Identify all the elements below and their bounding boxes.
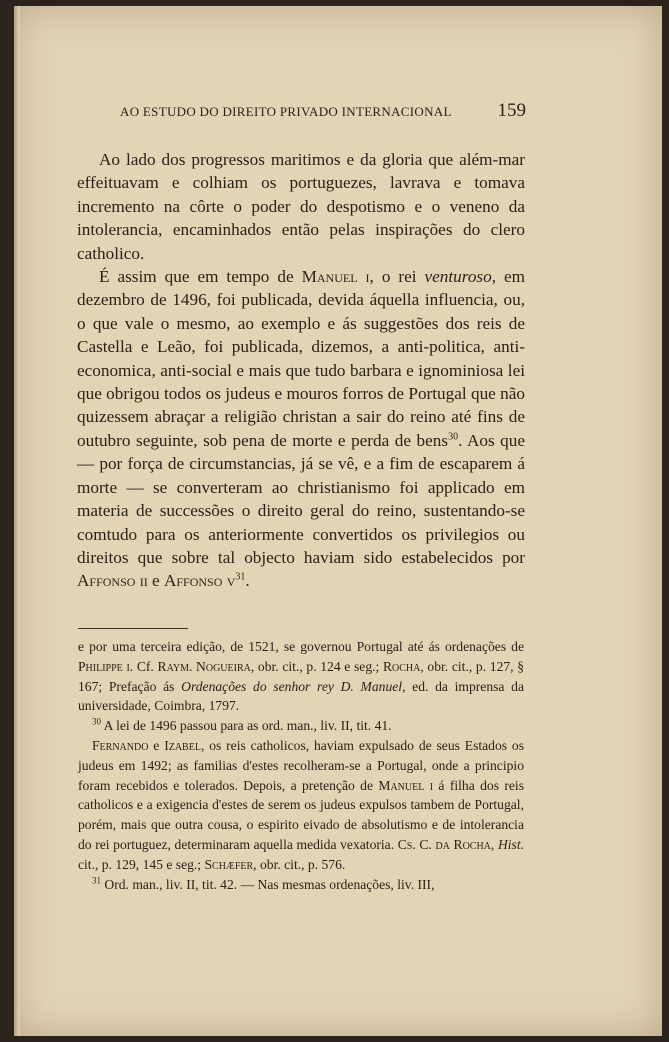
name-c-da-rocha: Cs. C. da Rocha xyxy=(397,836,491,852)
text-run: e xyxy=(147,571,164,591)
name-affonso-ii: Affonso ii xyxy=(77,571,148,591)
footnote-ref-30: 30 xyxy=(448,431,459,443)
name-philippe: Philippe i xyxy=(78,658,130,674)
text-run: . xyxy=(245,571,250,591)
footnote-30-paragraph xyxy=(78,736,524,875)
name-manuel: Manuel i xyxy=(301,267,370,287)
name-rocha: Rocha xyxy=(382,658,421,674)
footnote-continuation xyxy=(78,637,524,716)
text-run: e por uma terceira edição, de 1521, se governou Portugal até ás ordenações de xyxy=(78,639,524,654)
text-run: . Cf. xyxy=(129,658,158,674)
text-run: , em dezembro de 1496, foi publicada, devida áquella influencia, ou, o que vale o mesmo, ao exemplo e ás suggestões dos reis de Castella e Leão, foi publicada, dizemos, a anti-politica, anti-economica, anti-social e mais que tudo barbara e ignominiosa lei que obrigou todos os judeus e mouros forros de Portugal que não quizessem abraçar a religião christan a sair do reino até fins de outubro seguinte, sob pena de morte e perda de bens xyxy=(77,267,525,450)
text-run: Ord. man., liv. II, tit. 42. — Nas mesmas ordenações, liv. III, xyxy=(101,876,435,892)
footnote-number-30: 30 xyxy=(92,716,101,727)
page-number: 159 xyxy=(497,100,526,121)
name-fernando: Fernando xyxy=(92,737,149,753)
footnote-30 xyxy=(78,716,524,736)
name-izabel: Izabel xyxy=(164,737,201,753)
name-manuel: Manuel i xyxy=(378,777,434,793)
text-run: , obr. cit., p. 124 e seg.; xyxy=(250,658,383,674)
text-run: , obr. cit., p. 576. xyxy=(253,856,346,872)
name-affonso-v: Affonso v xyxy=(163,571,236,591)
text-run: á filha dos reis catholicos e a exigencia d'estes de serem os judeus expulsos tambem de Portugal, porém, mais que outra cousa, o espirito eivado de absolutismo e de intolerancia do rei portuguez, determinaram aquella medida vexatoria. xyxy=(78,777,524,852)
page-spine-shadow xyxy=(14,6,20,1036)
work-title-ordenacoes: Ordenações do senhor rey D. Manuel xyxy=(181,678,403,694)
paragraph-2 xyxy=(77,265,525,593)
text-run: cit., p. 129, 145 e seg.; xyxy=(78,856,205,872)
text-run: , o rei xyxy=(369,267,425,287)
paragraph-1: Ao lado dos progressos maritimos e da gloria que além-mar effeituavam e colhiam os portuguezes, lavrava e tomava incremento na côrte o poder do despotismo e o veneno da intolerancia, encaminhados então pelas inspirações do clero catholico. xyxy=(77,150,525,263)
word-venturoso: venturoso xyxy=(424,267,492,287)
name-schaefer: Schæfer xyxy=(204,856,254,872)
page-header xyxy=(120,100,526,122)
text-run: A lei de 1496 passou para as ord. man., liv. II, tit. 41. xyxy=(101,718,392,734)
text-run: É assim que em tempo de xyxy=(99,267,302,287)
footnote-ref-31: 31 xyxy=(235,571,246,583)
text-run: . Aos que — por força de circumstancias, já se vê, e a fim de escaparem á morte — se converteram ao christianismo foi applicado em materia de successões o direito geral do reino, sustentando-se comtudo para os anteriormente convertidos os privilegios ou direitos que sobre tal objecto haviam sido estabelecidos por xyxy=(77,430,526,567)
text-run: , obr. cit., p. 127, § 167; Prefação ás xyxy=(78,658,525,694)
abbr-hist: Hist. xyxy=(497,836,524,852)
footnote-separator xyxy=(78,628,188,629)
footnote-31 xyxy=(78,875,524,895)
text-run: , xyxy=(490,836,498,852)
running-title: AO ESTUDO DO DIREITO PRIVADO INTERNACIONAL xyxy=(120,104,452,119)
main-text xyxy=(77,148,525,593)
text-run: e xyxy=(148,737,165,753)
text-run: , ed. da imprensa da universidade, Coimbra, 1797. xyxy=(78,678,524,714)
name-raym-nogueira: Raym. Nogueira xyxy=(157,658,251,674)
footnote-number-31: 31 xyxy=(92,875,101,886)
text-run: , os reis catholicos, haviam expulsado de seus Estados os judeus em 1492; as familias d'estes recolheram-se a Portugal, onde a principio foram recebidos e tolerados. Depois, a pretenção de xyxy=(78,737,524,793)
footnotes xyxy=(78,637,524,894)
